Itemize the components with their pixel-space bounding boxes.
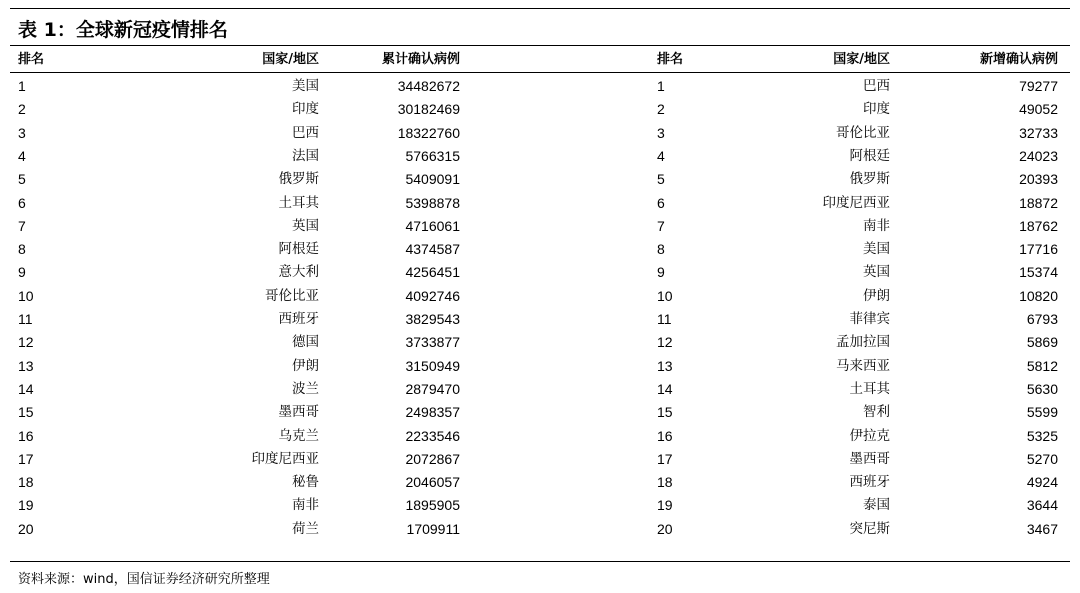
cell-country: 意大利 — [278, 264, 319, 281]
header-rank: 排名 — [18, 52, 45, 67]
cell-country2: 菲律宾 — [849, 311, 890, 327]
table-row — [0, 144, 1080, 168]
table-title: 表 1：全球新冠疫情排名 — [18, 19, 228, 41]
table-row — [0, 424, 1080, 448]
cell-country: 西班牙 — [278, 311, 319, 327]
cell-rank2: 14 — [657, 380, 673, 397]
cell-cumulative: 3733877 — [405, 334, 460, 351]
cell-cumulative: 34482672 — [397, 78, 460, 94]
cell-rank2: 17 — [657, 450, 673, 467]
cell-cumulative: 5409091 — [405, 171, 460, 188]
table-row — [0, 260, 1080, 284]
cell-new: 79277 — [1019, 78, 1058, 94]
cell-new: 5599 — [1026, 404, 1058, 421]
cell-cumulative: 4716061 — [405, 217, 460, 234]
table-row — [0, 517, 1080, 541]
header-new-cases: 新增确认病例 — [979, 52, 1058, 67]
cell-new: 17716 — [1019, 241, 1058, 258]
cell-rank2: 16 — [657, 427, 673, 444]
header-cumulative-cases: 累计确认病例 — [381, 52, 460, 67]
cell-country2: 美国 — [863, 241, 890, 258]
cell-rank2: 20 — [657, 520, 673, 537]
cell-country2: 伊拉克 — [849, 427, 890, 444]
cell-rank2: 8 — [657, 241, 665, 258]
cell-new: 3467 — [1026, 520, 1058, 537]
cell-country: 英国 — [292, 217, 319, 234]
cell-rank: 10 — [18, 287, 34, 304]
cell-rank: 9 — [18, 264, 26, 281]
cell-new: 5630 — [1026, 380, 1058, 397]
cell-country: 波兰 — [292, 380, 319, 397]
cell-new: 5812 — [1026, 357, 1058, 374]
cell-rank2: 10 — [657, 287, 673, 304]
cell-country: 巴西 — [292, 124, 319, 141]
cell-country: 法国 — [292, 147, 319, 164]
cell-country2: 英国 — [863, 264, 890, 281]
table-row — [0, 354, 1080, 378]
source-note: 资料来源：wind，国信证券经济研究所整理 — [18, 572, 270, 587]
cell-country: 哥伦比亚 — [265, 287, 319, 304]
cell-rank2: 6 — [657, 194, 665, 211]
cell-cumulative: 1709911 — [406, 520, 460, 537]
cell-cumulative: 5766315 — [405, 147, 460, 164]
cell-new: 5325 — [1026, 427, 1058, 444]
cell-country2: 孟加拉国 — [836, 334, 890, 351]
cell-new: 20393 — [1019, 171, 1058, 188]
cell-country2: 俄罗斯 — [849, 171, 890, 188]
cell-country: 伊朗 — [292, 357, 319, 374]
cell-rank2: 13 — [657, 357, 673, 374]
header-rule — [10, 72, 1070, 73]
top-rule — [10, 8, 1070, 9]
cell-rank: 1 — [18, 78, 26, 94]
table-row — [0, 191, 1080, 215]
cell-rank2: 9 — [657, 264, 665, 281]
table-row — [0, 74, 1080, 98]
cell-new: 5270 — [1026, 450, 1058, 467]
cell-rank2: 18 — [657, 474, 673, 491]
cell-rank2: 19 — [657, 497, 673, 514]
cell-cumulative: 4256451 — [405, 264, 460, 281]
cell-rank2: 5 — [657, 171, 665, 188]
cell-rank: 19 — [18, 497, 34, 514]
table-row — [0, 97, 1080, 121]
cell-country2: 土耳其 — [849, 380, 890, 397]
cell-rank2: 1 — [657, 78, 665, 94]
cell-cumulative: 2233546 — [405, 427, 460, 444]
cell-new: 3644 — [1026, 497, 1058, 514]
cell-rank2: 11 — [657, 311, 672, 327]
cell-country: 墨西哥 — [278, 404, 319, 421]
cell-cumulative: 2879470 — [405, 380, 460, 397]
cell-cumulative: 5398878 — [405, 194, 460, 211]
cell-rank: 4 — [18, 147, 26, 164]
cell-new: 6793 — [1026, 311, 1058, 327]
cell-country: 印度尼西亚 — [251, 450, 319, 467]
cell-cumulative: 3829543 — [405, 311, 460, 327]
cell-country: 印度 — [292, 101, 319, 118]
cell-rank: 8 — [18, 241, 26, 258]
cell-cumulative: 2498357 — [405, 404, 460, 421]
cell-country2: 西班牙 — [849, 474, 890, 491]
bottom-rule — [10, 561, 1070, 562]
cell-rank: 3 — [18, 124, 26, 141]
cell-country2: 印度 — [863, 101, 890, 118]
cell-country2: 突尼斯 — [849, 520, 890, 537]
cell-cumulative: 2046057 — [405, 474, 460, 491]
header-country-2: 国家/地区 — [833, 52, 890, 67]
cell-cumulative: 4092746 — [405, 287, 460, 304]
cell-country: 乌克兰 — [278, 427, 319, 444]
table-row — [0, 121, 1080, 145]
table-row — [0, 377, 1080, 401]
table-row — [0, 493, 1080, 517]
cell-rank2: 12 — [657, 334, 673, 351]
cell-rank: 11 — [18, 311, 33, 327]
cell-rank: 6 — [18, 194, 26, 211]
table-row — [0, 470, 1080, 494]
cell-new: 32733 — [1019, 124, 1058, 141]
cell-country2: 墨西哥 — [849, 450, 890, 467]
cell-cumulative: 18322760 — [397, 124, 460, 141]
cell-cumulative: 30182469 — [397, 101, 460, 118]
cell-rank: 17 — [18, 450, 34, 467]
cell-new: 24023 — [1019, 147, 1058, 164]
cell-rank: 14 — [18, 380, 34, 397]
cell-cumulative: 2072867 — [405, 450, 460, 467]
cell-country2: 哥伦比亚 — [836, 124, 890, 141]
cell-rank: 15 — [18, 404, 34, 421]
cell-country2: 南非 — [863, 217, 890, 234]
cell-country2: 智利 — [863, 404, 890, 421]
header-rank-2: 排名 — [657, 52, 684, 67]
cell-rank2: 15 — [657, 404, 673, 421]
cell-rank: 5 — [18, 171, 26, 188]
table-row — [0, 214, 1080, 238]
cell-rank: 18 — [18, 474, 34, 491]
table-row — [0, 237, 1080, 261]
cell-country2: 巴西 — [863, 78, 890, 94]
cell-country2: 伊朗 — [863, 287, 890, 304]
cell-country: 土耳其 — [278, 194, 319, 211]
cell-rank2: 7 — [657, 217, 665, 234]
cell-rank2: 2 — [657, 101, 665, 118]
cell-rank: 20 — [18, 520, 34, 537]
cell-new: 4924 — [1026, 474, 1058, 491]
cell-country: 德国 — [292, 334, 319, 351]
cell-country2: 马来西亚 — [836, 357, 890, 374]
header-country: 国家/地区 — [262, 52, 319, 67]
cell-new: 18762 — [1019, 217, 1058, 234]
cell-country: 秘鲁 — [292, 474, 319, 491]
cell-cumulative: 3150949 — [405, 357, 460, 374]
cell-new: 49052 — [1019, 101, 1058, 118]
cell-rank: 13 — [18, 357, 34, 374]
cell-new: 5869 — [1026, 334, 1058, 351]
table-row — [0, 284, 1080, 308]
cell-cumulative: 1895905 — [405, 497, 460, 514]
table-row — [0, 307, 1080, 331]
cell-cumulative: 4374587 — [405, 241, 460, 258]
cell-rank: 7 — [18, 217, 26, 234]
cell-country2: 阿根廷 — [849, 147, 890, 164]
cell-new: 15374 — [1019, 264, 1058, 281]
cell-country2: 泰国 — [863, 497, 890, 514]
cell-rank2: 3 — [657, 124, 665, 141]
cell-rank: 12 — [18, 334, 34, 351]
table-row — [0, 167, 1080, 191]
cell-country: 美国 — [292, 78, 319, 94]
table-row — [0, 447, 1080, 471]
cell-country: 俄罗斯 — [278, 171, 319, 188]
table-row — [0, 330, 1080, 354]
cell-new: 18872 — [1019, 194, 1058, 211]
title-rule — [10, 45, 1070, 46]
cell-rank: 2 — [18, 101, 26, 118]
cell-country: 南非 — [292, 497, 319, 514]
table-header — [0, 48, 1080, 72]
cell-rank2: 4 — [657, 147, 665, 164]
cell-country: 荷兰 — [292, 520, 319, 537]
cell-new: 10820 — [1019, 287, 1058, 304]
cell-rank: 16 — [18, 427, 34, 444]
table-row — [0, 400, 1080, 424]
cell-country: 阿根廷 — [278, 241, 319, 258]
cell-country2: 印度尼西亚 — [822, 194, 890, 211]
